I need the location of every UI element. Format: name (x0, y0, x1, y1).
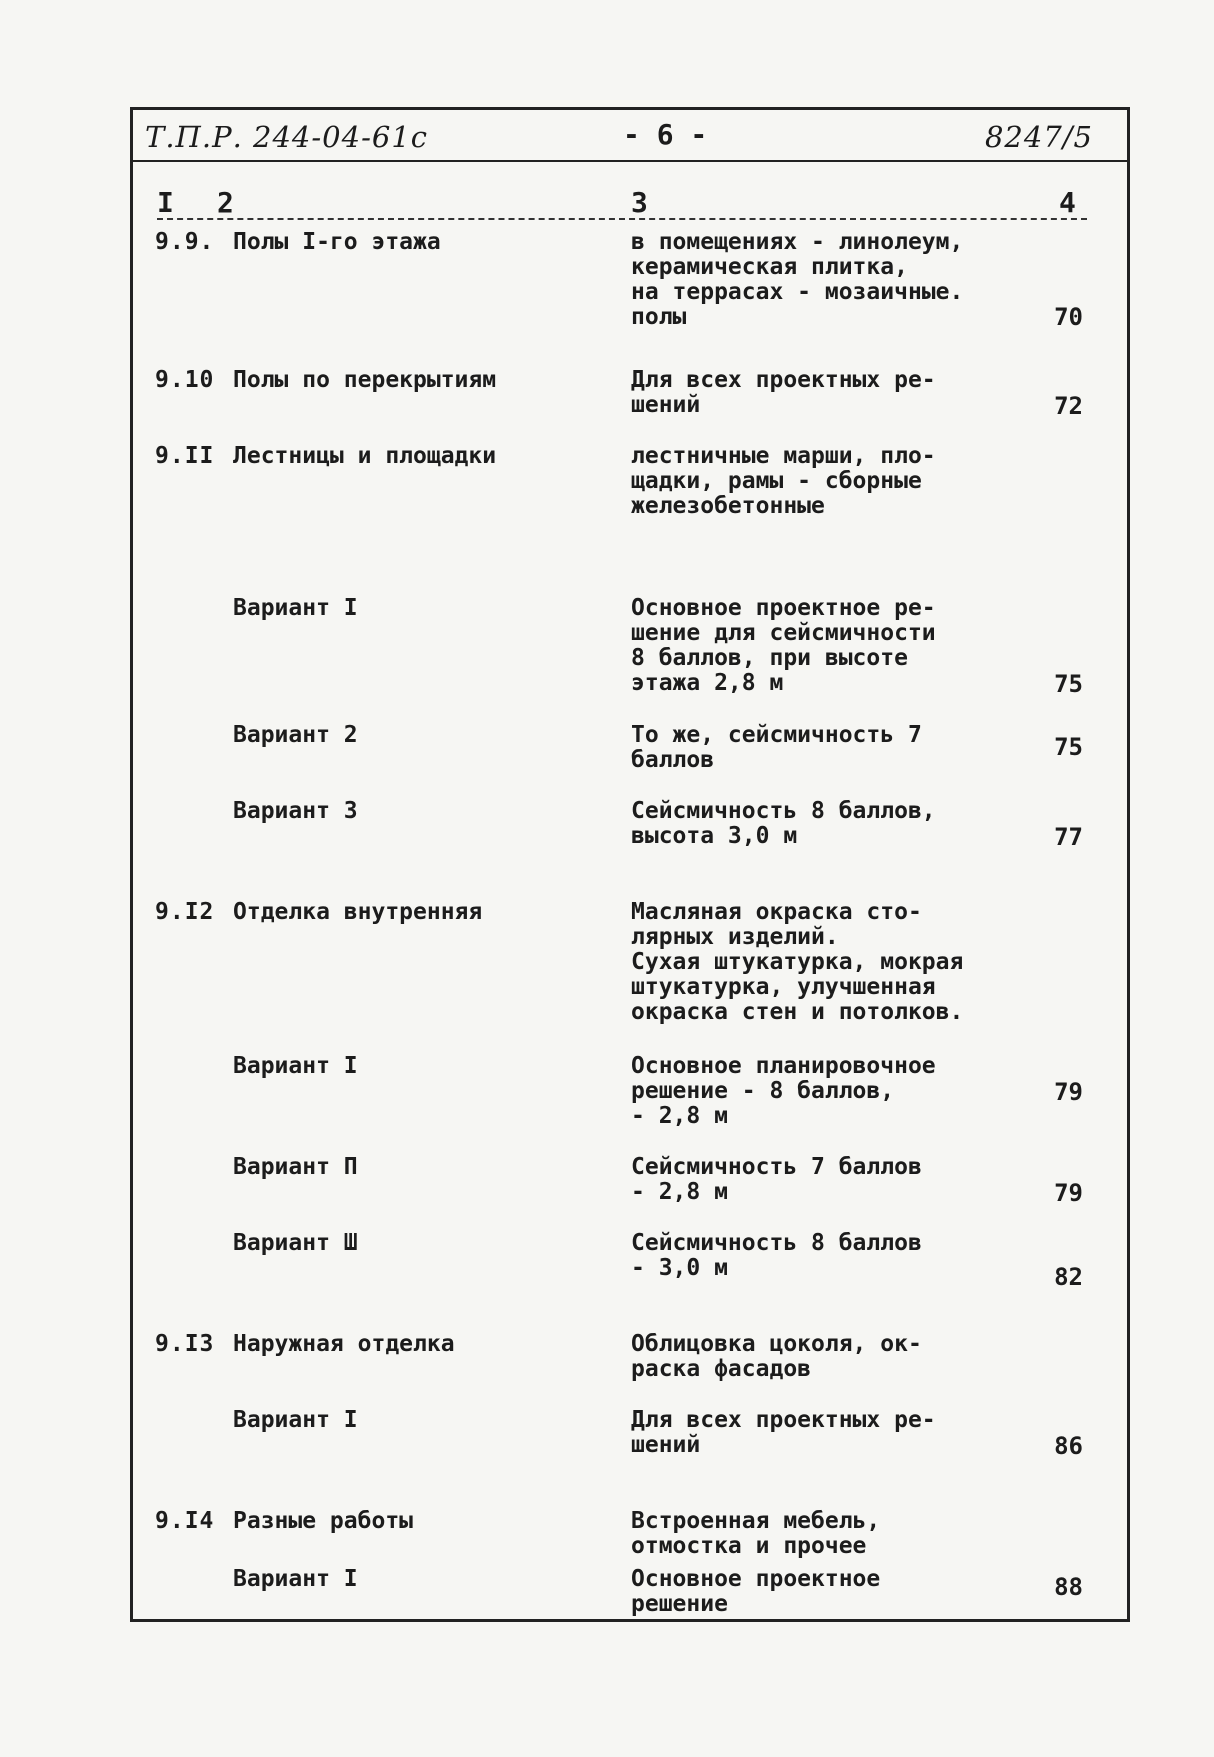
section-number: 9.I3 (155, 1331, 215, 1357)
variant-description: Сейсмичность 8 баллов, высота 3,0 м (631, 798, 936, 849)
page-ref: 75 (1054, 670, 1083, 698)
section-number: 9.II (155, 443, 215, 469)
variant-description: Для всех проектных ре- шений (631, 1407, 936, 1458)
variant-description: Сейсмичность 8 баллов - 3,0 м (631, 1230, 922, 1281)
variant-title: Вариант I (233, 1566, 358, 1592)
page-ref: 75 (1054, 733, 1083, 761)
variant-title: Вариант Ш (233, 1230, 358, 1256)
variant-description: Основное планировочное решение - 8 баллов, - 2,8 м (631, 1053, 936, 1129)
section-description: Для всех проектных ре- шений (631, 367, 936, 418)
variant-title: Вариант I (233, 1407, 358, 1433)
page-ref: 79 (1054, 1179, 1083, 1207)
section-title: Разные работы (233, 1508, 414, 1534)
page-ref: 72 (1054, 392, 1083, 420)
column-4-label: 4 (1059, 186, 1076, 219)
section-title: Лестницы и площадки (233, 443, 497, 469)
variant-title: Вариант 2 (233, 722, 358, 748)
project-code: Т.П.Р. 244-04-61с (145, 120, 429, 154)
variant-title: Вариант 3 (233, 798, 358, 824)
variant-description: Основное проектное ре- шение для сейсмичности 8 баллов, при высоте этажа 2,8 м (631, 595, 936, 696)
section-number: 9.I2 (155, 899, 215, 925)
section-title: Полы I-го этажа (233, 229, 441, 255)
variant-title: Вариант I (233, 1053, 358, 1079)
page-ref: 86 (1054, 1432, 1083, 1460)
variant-description: То же, сейсмичность 7 баллов (631, 722, 922, 773)
section-description: в помещениях - линолеум, керамическая плитка, на террасах - мозаичные. полы (631, 229, 964, 330)
column-numbers (133, 186, 1127, 226)
section-description: Облицовка цоколя, ок- раска фасадов (631, 1331, 922, 1382)
column-3-label: 3 (631, 186, 648, 219)
column-1-label: I (157, 186, 174, 219)
section-description: Встроенная мебель, отмостка и прочее (631, 1508, 881, 1559)
variant-title: Вариант П (233, 1154, 358, 1180)
page-ref: 77 (1054, 823, 1083, 851)
variant-description: Основное проектное решение (631, 1566, 881, 1617)
document-frame (130, 107, 1130, 1622)
page-ref: 82 (1054, 1263, 1083, 1291)
section-title: Наружная отделка (233, 1331, 455, 1357)
section-title: Полы по перекрытиям (233, 367, 497, 393)
document-number: 8247/5 (984, 120, 1093, 154)
section-description: Масляная окраска сто- лярных изделий. Сухая штукатурка, мокрая штукатурка, улучшенная окраска стен и потолков. (631, 899, 964, 1025)
page-ref: 70 (1054, 303, 1083, 331)
section-title: Отделка внутренняя (233, 899, 483, 925)
page-ref: 79 (1054, 1078, 1083, 1106)
section-description: лестничные марши, пло- щадки, рамы - сборные железобетонные (631, 443, 936, 519)
page-ref: 88 (1054, 1573, 1083, 1601)
variant-title: Вариант I (233, 595, 358, 621)
section-number: 9.9. (155, 229, 215, 255)
column-divider (157, 218, 1087, 220)
page-number: - 6 - (623, 118, 708, 151)
column-2-label: 2 (217, 186, 234, 219)
section-number: 9.10 (155, 367, 215, 393)
variant-description: Сейсмичность 7 баллов - 2,8 м (631, 1154, 922, 1205)
header-block (133, 110, 1127, 162)
section-number: 9.I4 (155, 1508, 215, 1534)
